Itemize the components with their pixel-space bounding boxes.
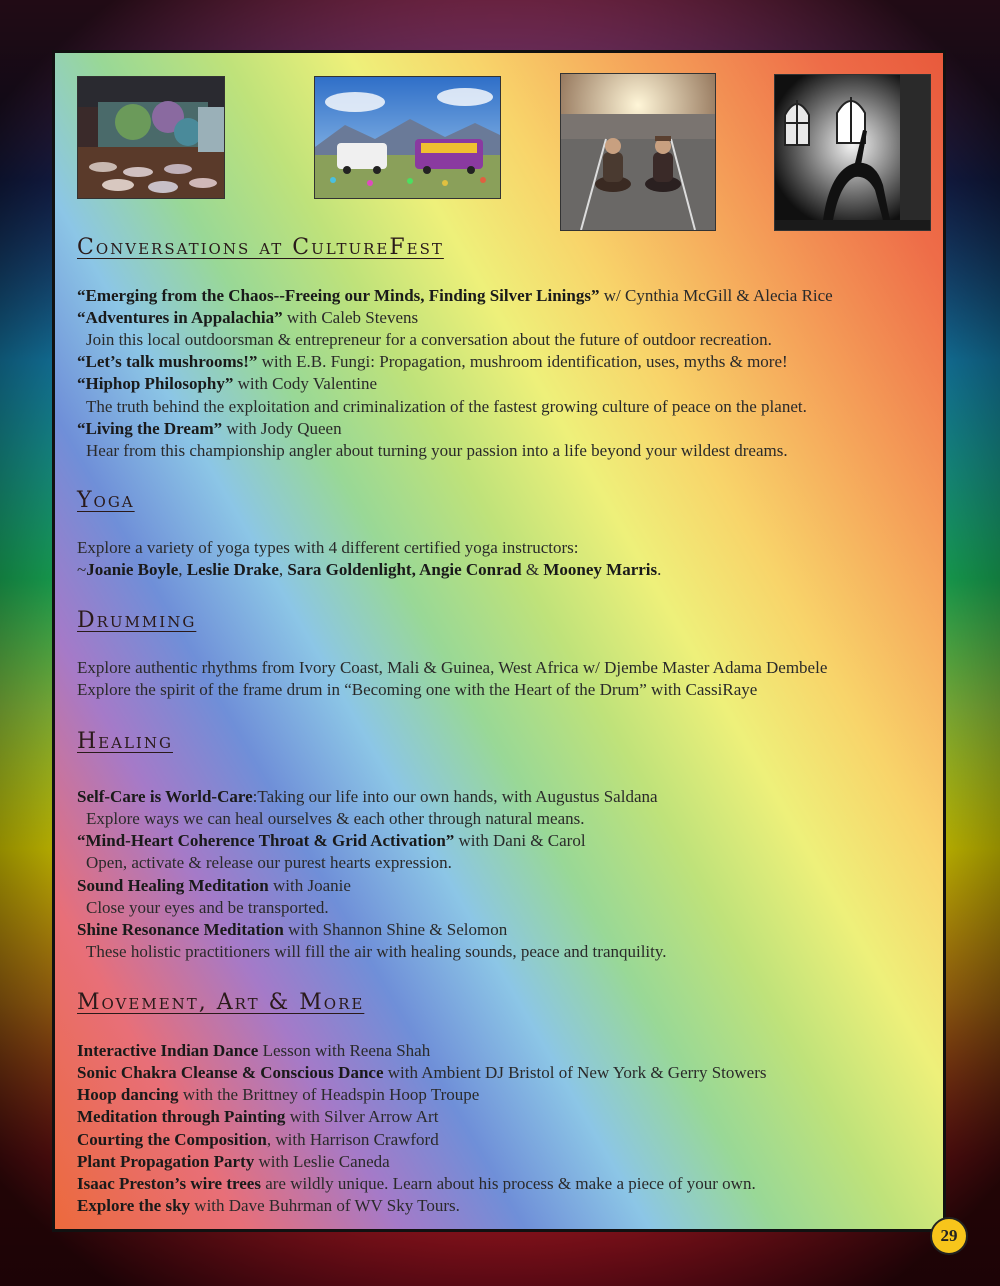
list-item: Meditation through Painting with Silver Arrow Art	[77, 1107, 439, 1126]
list-item-description: Close your eyes and be transported.	[86, 898, 329, 917]
list-item: Self-Care is World-Care:Taking our life into our own hands, with Augustus Saldana	[77, 787, 658, 806]
list-item: Explore the spirit of the frame drum in “Becoming one with the Heart of the Drum” with CassiRaye	[77, 680, 758, 699]
section-heading-healing: Healing	[77, 729, 173, 754]
list-item: “Let’s talk mushrooms!” with E.B. Fungi: Propagation, mushroom identification, uses, myths & more!	[77, 352, 788, 371]
list-item-description: Join this local outdoorsman & entrepreneur for a conversation about the future of outdoor recreation.	[86, 330, 772, 349]
section-heading-movement: Movement, Art & More	[77, 990, 365, 1015]
seated-couple-photo	[560, 73, 716, 231]
list-item: “Hiphop Philosophy” with Cody Valentine	[77, 374, 378, 393]
list-item: Shine Resonance Meditation with Shannon Shine & Selomon	[77, 920, 508, 939]
list-item: Explore the sky with Dave Buhrman of WV Sky Tours.	[77, 1196, 460, 1215]
list-item: Explore a variety of yoga types with 4 different certified yoga instructors:	[77, 538, 579, 557]
page-number-badge	[930, 1217, 968, 1255]
list-item: “Adventures in Appalachia” with Caleb Stevens	[77, 308, 419, 327]
section-heading-conversations: Conversations at CultureFest	[77, 235, 444, 260]
list-item-description: These holistic practitioners will fill the air with healing sounds, peace and tranquility.	[86, 942, 667, 961]
list-item: “Emerging from the Chaos--Freeing our Minds, Finding Silver Linings” w/ Cynthia McGill & Alecia Rice	[77, 286, 833, 305]
yoga-class-photo	[77, 76, 225, 199]
list-item: Interactive Indian Dance Lesson with Reena Shah	[77, 1041, 431, 1060]
section-heading-yoga: Yoga	[77, 488, 135, 513]
instructor-list: ~Joanie Boyle, Leslie Drake, Sara Goldenlight, Angie Conrad & Mooney Marris.	[77, 560, 662, 579]
list-item-description: Open, activate & release our purest hearts expression.	[86, 853, 452, 872]
section-heading-drumming: Drumming	[77, 608, 197, 633]
list-item: Courting the Composition, with Harrison Crawford	[77, 1130, 439, 1149]
list-item-description: The truth behind the exploitation and criminalization of the fastest growing culture of peace on the planet.	[86, 397, 807, 416]
list-item: “Mind-Heart Coherence Throat & Grid Activation” with Dani & Carol	[77, 831, 586, 850]
page-frame	[52, 50, 946, 1232]
page-number: 29	[940, 1226, 958, 1245]
list-item-description: Hear from this championship angler about turning your passion into a life beyond your wildest dreams.	[86, 441, 788, 460]
list-item: Sonic Chakra Cleanse & Conscious Dance with Ambient DJ Bristol of New York & Gerry Stowers	[77, 1063, 767, 1082]
list-item: “Living the Dream” with Jody Queen	[77, 419, 342, 438]
list-item: Isaac Preston’s wire trees are wildly unique. Learn about his process & make a piece of your own.	[77, 1174, 756, 1193]
list-item-description: Explore ways we can heal ourselves & each other through natural means.	[86, 809, 585, 828]
list-item: Sound Healing Meditation with Joanie	[77, 876, 351, 895]
wandering-van-photo	[314, 76, 501, 199]
list-item: Explore authentic rhythms from Ivory Coast, Mali & Guinea, West Africa w/ Djembe Master Adama Dembele	[77, 658, 828, 677]
list-item: Plant Propagation Party with Leslie Caneda	[77, 1152, 390, 1171]
yoga-silhouette-photo	[774, 74, 931, 231]
list-item: Hoop dancing with the Brittney of Headspin Hoop Troupe	[77, 1085, 480, 1104]
